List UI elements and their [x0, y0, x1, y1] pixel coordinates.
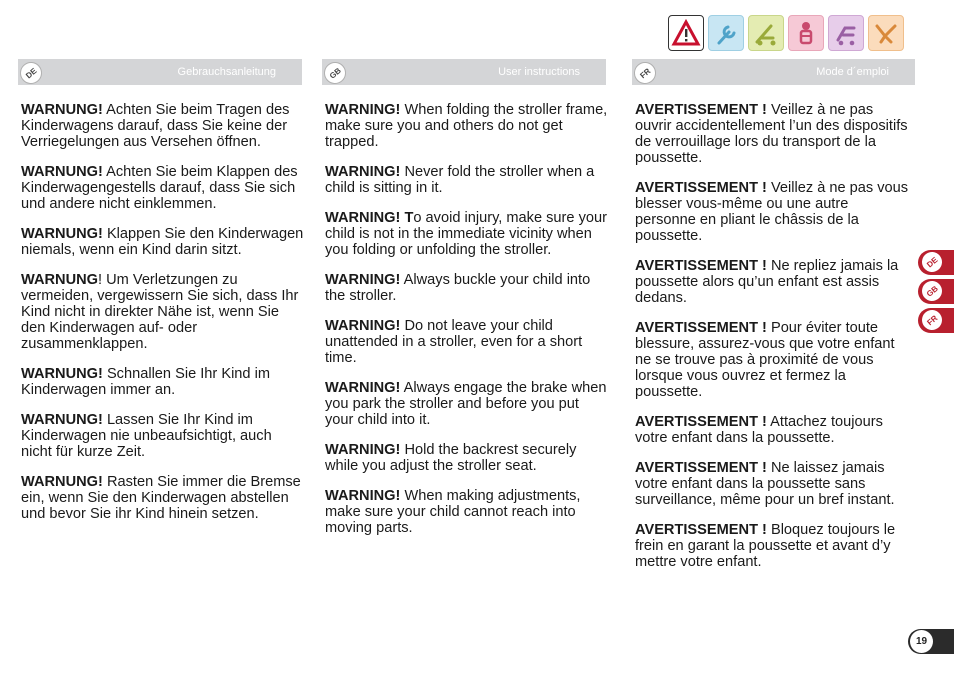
stroller-accessory-icon	[868, 15, 904, 51]
warning-paragraph: AVERTISSEMENT ! Ne laissez jamais votre enfant dans la poussette sans surveillance, même pour un bref instant.	[635, 460, 895, 508]
column-fr	[635, 102, 911, 584]
pictogram-bar	[668, 15, 904, 51]
warning-paragraph: WARNUNG! Um Verletzungen zu vermeiden, vergewissern Sie sich, dass Ihr Kind nicht in direkter Nähe ist, wenn Sie den Kinderwagen auf- oder zusammenklappen.	[21, 272, 299, 352]
language-tab-de[interactable]: DE	[918, 250, 954, 275]
warning-paragraph: AVERTISSEMENT ! Pour éviter toute blessure, assurez-vous que votre enfant ne se trouve pas à proximité de vous lorsque vous ouvrez et fermez la poussette.	[635, 320, 895, 400]
language-badge-de: DE	[16, 58, 47, 89]
child-harness-icon	[788, 15, 824, 51]
warning-paragraph: AVERTISSEMENT ! Veillez à ne pas ouvrir accidentellement l’un des dispositifs de verrouillage lors du transport de la poussette.	[635, 102, 908, 166]
warning-paragraph: WARNING! When making adjustments, make sure your child cannot reach into moving parts.	[325, 488, 581, 536]
language-tabs	[918, 250, 954, 337]
warning-paragraph: WARNUNG! Achten Sie beim Klappen des Kinderwagengestells darauf, dass Sie sich und andere nicht einklemmen.	[21, 164, 298, 212]
column-header-fr	[632, 59, 915, 85]
language-tab-fr[interactable]: FR	[918, 308, 954, 333]
warning-paragraph: WARNING! Always engage the brake when you park the stroller and before you put your child into it.	[325, 380, 607, 428]
warning-paragraph: AVERTISSEMENT ! Ne repliez jamais la poussette alors qu’un enfant est assis dedans.	[635, 258, 899, 306]
column-header-de	[18, 59, 302, 85]
column-header-title: Mode d´emploi	[816, 66, 889, 78]
warning-paragraph: AVERTISSEMENT ! Bloquez toujours le frein en garant la poussette et avant d’y mettre votre enfant.	[635, 522, 896, 570]
warning-paragraph: WARNING! Hold the backrest securely while you adjust the stroller seat.	[325, 442, 577, 474]
wrench-icon	[708, 15, 744, 51]
warning-paragraph: WARNING! To avoid injury, make sure your child is not in the immediate vicinity when you folding or unfolding the stroller.	[325, 210, 607, 258]
language-badge-fr: FR	[630, 58, 661, 89]
stroller-adjust-icon	[828, 15, 864, 51]
warning-paragraph: WARNUNG! Lassen Sie Ihr Kind im Kinderwagen nie unbeaufsichtigt, auch nicht für kurze Zeit.	[21, 412, 272, 460]
column-header-title: Gebrauchsanleitung	[177, 66, 276, 78]
column-gb	[325, 102, 608, 550]
column-de	[21, 102, 304, 536]
warning-paragraph: WARNING! When folding the stroller frame, make sure you and others do not get trapped.	[325, 102, 608, 150]
warning-paragraph: AVERTISSEMENT ! Veillez à ne pas vous blesser vous-même ou une autre personne en pliant le châssis de la poussette.	[635, 180, 909, 244]
warning-paragraph: WARNING! Do not leave your child unattended in a stroller, even for a short time.	[325, 318, 583, 366]
warning-paragraph: WARNUNG! Rasten Sie immer die Bremse ein, wenn Sie den Kinderwagen abstellen und bevor Sie ihr Kind hinein setzen.	[21, 474, 301, 522]
warning-paragraph: WARNUNG! Achten Sie beim Tragen des Kinderwagens darauf, dass Sie keine der Verriegelungen aus Versehen öffnen.	[21, 102, 290, 150]
language-badge-gb: GB	[320, 58, 351, 89]
page-number-tab	[908, 629, 954, 654]
warning-paragraph: AVERTISSEMENT ! Attachez toujours votre enfant dans la poussette.	[635, 414, 883, 446]
language-tab-gb[interactable]: GB	[918, 279, 954, 304]
warning-triangle-icon	[668, 15, 704, 51]
column-header-gb	[322, 59, 606, 85]
page-number: 19	[910, 630, 933, 653]
warning-paragraph: WARNING! Always buckle your child into the stroller.	[325, 272, 591, 304]
warning-paragraph: WARNING! Never fold the stroller when a child is sitting in it.	[325, 164, 595, 196]
warning-paragraph: WARNUNG! Klappen Sie den Kinderwagen niemals, wenn ein Kind darin sitzt.	[21, 226, 304, 258]
column-header-title: User instructions	[498, 66, 580, 78]
stroller-fold-icon	[748, 15, 784, 51]
warning-paragraph: WARNUNG! Schnallen Sie Ihr Kind im Kinderwagen immer an.	[21, 366, 270, 398]
